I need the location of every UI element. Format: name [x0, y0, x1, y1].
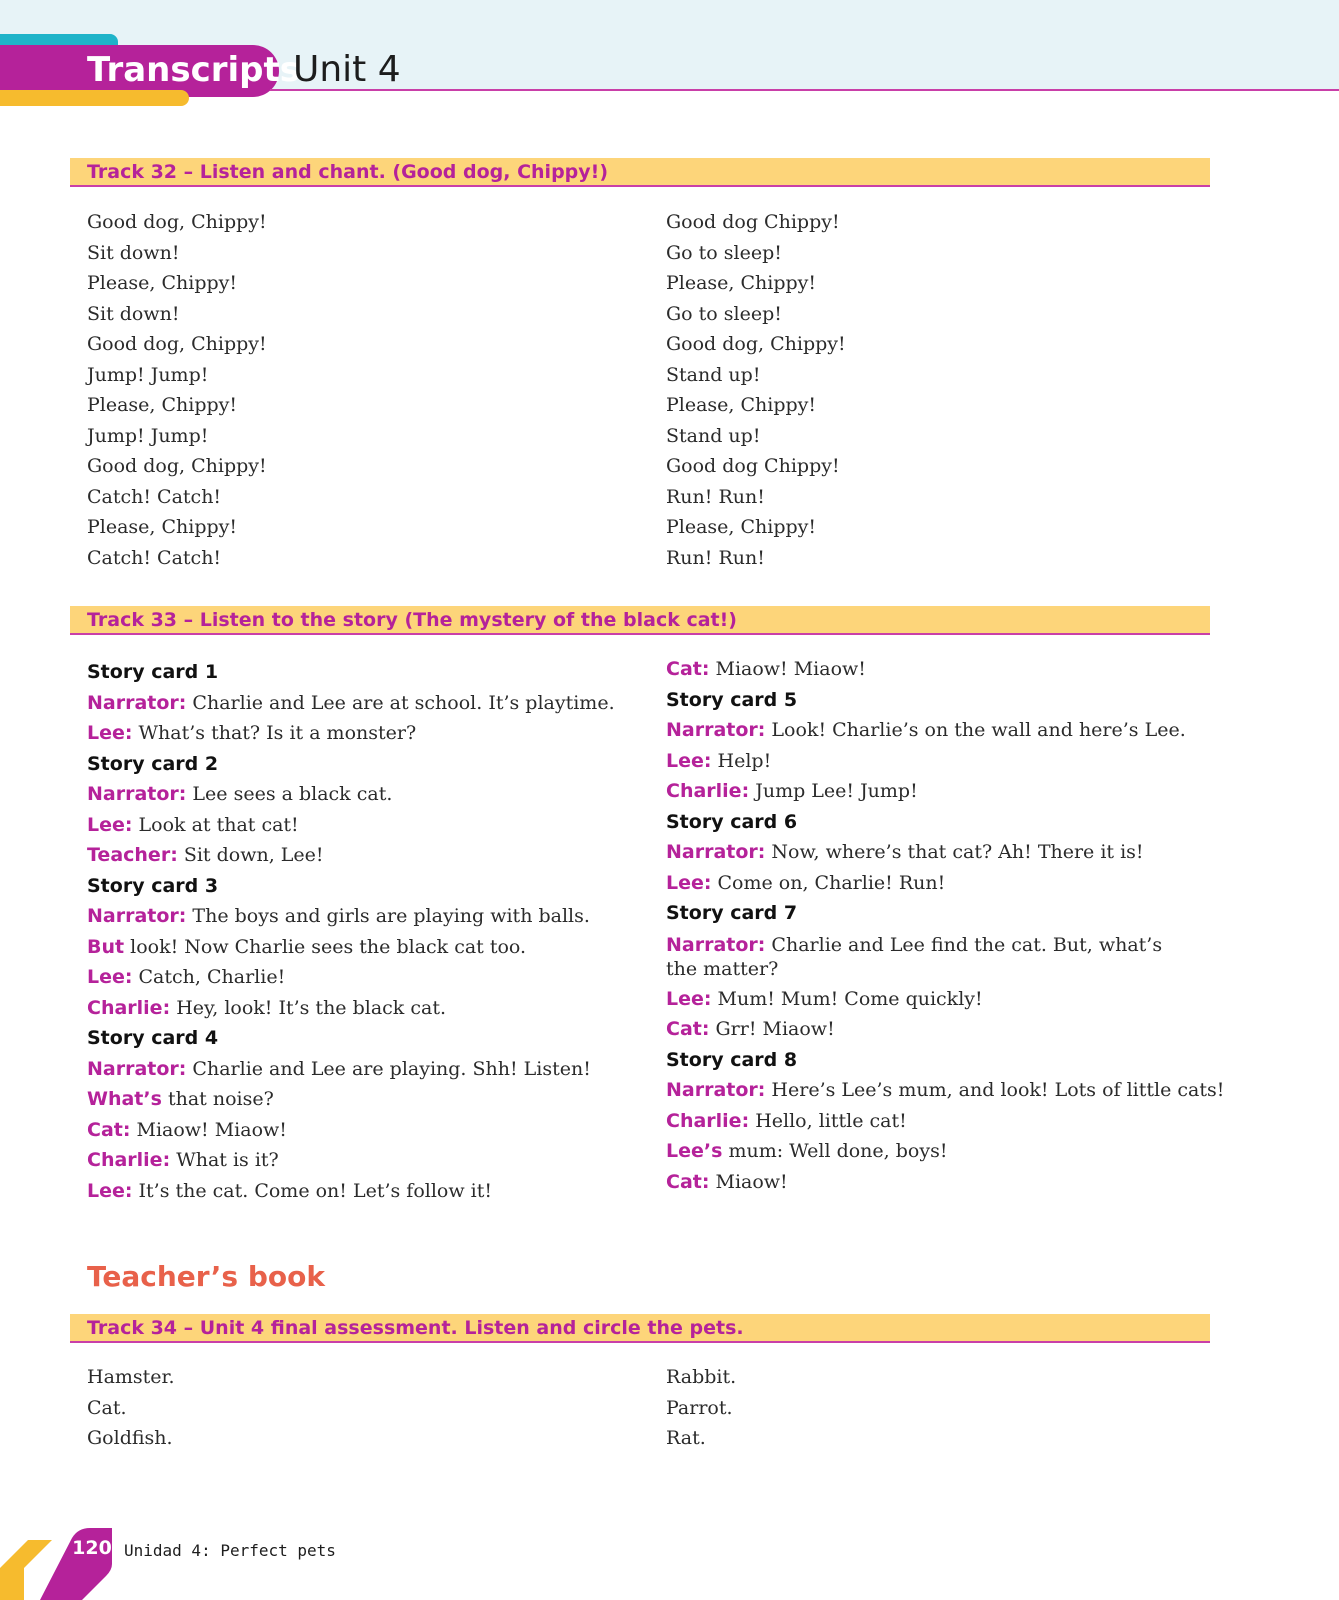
track-34-heading — [70, 1314, 1210, 1343]
dialogue-text: that noise? — [161, 1088, 274, 1110]
dialogue-text: Help! — [711, 749, 772, 772]
speaker-label: Teacher: — [87, 844, 178, 866]
dialogue-line — [666, 1167, 1224, 1198]
page-badge — [0, 1520, 120, 1600]
header-rule — [270, 89, 1339, 91]
dialogue-line — [666, 837, 1224, 868]
dialogue-line — [666, 929, 1169, 984]
speaker-label: Cat: — [666, 1170, 710, 1193]
track-32-title: Track 32 – Listen and chant. (Good dog, Chippy!) — [87, 161, 609, 183]
track-32-right-column — [666, 207, 846, 573]
transcript-line: Rabbit. — [666, 1366, 737, 1388]
transcript-line: Sit down! — [87, 241, 180, 264]
speaker-label: But — [87, 935, 125, 958]
dialogue-text: Miaow! — [709, 1170, 788, 1193]
dialogue-text: Hey, look! It’s the black cat. — [170, 996, 446, 1019]
transcript-line: Good dog Chippy! — [666, 455, 840, 477]
transcript-line: Good dog, Chippy! — [87, 333, 267, 355]
transcript-line: Please, Chippy! — [87, 516, 238, 538]
dialogue-line — [87, 1176, 615, 1207]
transcript-line: Jump! Jump! — [87, 424, 209, 447]
dialogue-line — [666, 715, 1224, 746]
transcript-line: Run! Run! — [666, 485, 765, 508]
dialogue-text: Miaow! Miaow! — [709, 658, 866, 680]
transcript-line: Go to sleep! — [666, 302, 782, 325]
story-card-heading: Story card 5 — [666, 688, 798, 711]
dialogue-line — [666, 746, 1224, 777]
track-34-title: Track 34 – Unit 4 final assessment. Listen and circle the pets. — [87, 1317, 744, 1339]
transcript-line: Stand up! — [666, 363, 761, 386]
dialogue-line — [87, 810, 615, 841]
dialogue-line — [666, 1136, 1224, 1167]
speaker-label: Charlie: — [87, 1149, 171, 1171]
dialogue-line — [87, 779, 615, 810]
story-card-heading: Story card 8 — [666, 1048, 798, 1071]
dialogue-text: Mum! Mum! Come quickly! — [711, 987, 983, 1010]
dialogue-text: look! Now Charlie sees the black cat too. — [124, 935, 527, 958]
page-title: Transcripts — [87, 50, 301, 90]
track-33-title: Track 33 – Listen to the story (The mystery of the black cat!) — [87, 609, 737, 631]
track-32-heading — [70, 158, 1210, 187]
speaker-label: Narrator: — [666, 841, 766, 863]
dialogue-line — [666, 1075, 1224, 1106]
speaker-label: Cat: — [666, 1018, 710, 1040]
transcript-line: Good dog, Chippy! — [666, 333, 846, 355]
dialogue-text: Miaow! Miaow! — [130, 1118, 287, 1141]
transcript-line: Catch! Catch! — [87, 485, 222, 508]
speaker-label: Lee: — [87, 722, 133, 744]
story-card-heading: Story card 3 — [87, 874, 219, 897]
transcript-line: Please, Chippy! — [666, 516, 817, 538]
speaker-label: What’s — [87, 1088, 162, 1110]
unit-label: Unit 4 — [293, 49, 401, 90]
dialogue-text: Lee sees a black cat. — [186, 783, 393, 805]
dialogue-line — [666, 1014, 1224, 1045]
dialogue-text: Grr! Miaow! — [709, 1018, 835, 1040]
speaker-label: Lee: — [87, 966, 133, 988]
dialogue-text: Sit down, Lee! — [177, 844, 324, 866]
transcript-line: Go to sleep! — [666, 241, 782, 264]
dialogue-text: What’s that? Is it a monster? — [132, 722, 417, 744]
dialogue-line — [87, 1054, 615, 1085]
transcript-line: Please, Chippy! — [87, 394, 238, 416]
dialogue-text: Come on, Charlie! Run! — [711, 871, 946, 894]
speaker-label: Narrator: — [87, 905, 187, 927]
story-card-heading: Story card 7 — [666, 902, 798, 924]
transcript-line: Please, Chippy! — [666, 272, 817, 294]
track-32-left-column — [87, 207, 267, 573]
transcript-line: Parrot. — [666, 1396, 733, 1419]
speaker-label: Narrator: — [666, 933, 766, 956]
dialogue-line — [87, 1145, 615, 1176]
speaker-label: Charlie: — [87, 996, 171, 1019]
speaker-label: Cat: — [666, 658, 710, 680]
speaker-label: Lee: — [666, 871, 712, 894]
transcript-line: Good dog, Chippy! — [87, 455, 267, 477]
dialogue-line — [87, 718, 615, 749]
footer-text: Unidad 4: Perfect pets — [124, 1541, 336, 1560]
track-34-left-column — [87, 1362, 175, 1454]
dialogue-text: mum: Well done, boys! — [722, 1140, 948, 1162]
transcript-line: Hamster. — [87, 1366, 175, 1388]
dialogue-text: Jump Lee! Jump! — [749, 780, 918, 802]
story-card-heading: Story card 6 — [666, 810, 798, 833]
dialogue-text: It’s the cat. Come on! Let’s follow it! — [132, 1179, 492, 1202]
dialogue-line — [87, 962, 615, 993]
track-33-right-column — [666, 654, 1224, 1197]
story-card-heading: Story card 4 — [87, 1027, 219, 1049]
dialogue-line — [87, 901, 615, 932]
speaker-label: Narrator: — [666, 1079, 766, 1101]
dialogue-text: Here’s Lee’s mum, and look! Lots of little cats! — [765, 1079, 1225, 1101]
dialogue-text: Hello, little cat! — [749, 1109, 907, 1132]
dialogue-text: What is it? — [170, 1149, 279, 1171]
dialogue-line — [87, 1084, 615, 1115]
dialogue-text: Look at that cat! — [132, 813, 299, 836]
dialogue-text: Look! Charlie’s on the wall and here’s Lee. — [765, 719, 1186, 741]
speaker-label: Charlie: — [666, 1109, 750, 1132]
page-number: 120 — [72, 1537, 112, 1559]
dialogue-text: Charlie and Lee find the cat. But, what’s the matter? — [666, 933, 1169, 980]
dialogue-text: Catch, Charlie! — [132, 966, 286, 988]
transcript-line: Run! Run! — [666, 546, 765, 569]
dialogue-line — [666, 1106, 1224, 1137]
dialogue-line — [666, 654, 1224, 685]
speaker-label: Narrator: — [87, 691, 187, 714]
transcript-line: Catch! Catch! — [87, 546, 222, 569]
dialogue-line — [87, 840, 615, 871]
speaker-label: Cat: — [87, 1118, 131, 1141]
transcript-line: Jump! Jump! — [87, 363, 209, 386]
speaker-label: Lee’s — [666, 1140, 723, 1162]
dialogue-line — [87, 932, 615, 963]
transcript-line: Sit down! — [87, 302, 180, 325]
track-34-right-column — [666, 1362, 736, 1454]
transcript-line: Good dog Chippy! — [666, 211, 840, 233]
transcript-line: Please, Chippy! — [666, 394, 817, 416]
dialogue-text: Charlie and Lee are playing. Shh! Listen! — [186, 1057, 591, 1080]
speaker-label: Lee: — [87, 813, 133, 836]
transcript-line: Stand up! — [666, 424, 761, 447]
speaker-label: Narrator: — [87, 783, 187, 805]
transcript-line: Goldfish. — [87, 1427, 173, 1449]
transcript-line: Rat. — [666, 1427, 706, 1449]
speaker-label: Lee: — [666, 987, 712, 1010]
dialogue-line — [666, 984, 1224, 1015]
track-33-left-column — [87, 657, 615, 1206]
dialogue-text: Charlie and Lee are at school. It’s playtime. — [186, 691, 615, 714]
speaker-label: Charlie: — [666, 780, 750, 802]
speaker-label: Narrator: — [666, 719, 766, 741]
speaker-label: Lee: — [666, 749, 712, 772]
speaker-label: Lee: — [87, 1179, 133, 1202]
track-33-heading — [70, 606, 1210, 635]
dialogue-line — [666, 868, 1224, 899]
dialogue-text: The boys and girls are playing with balls. — [186, 905, 590, 927]
speaker-label: Narrator: — [87, 1057, 187, 1080]
transcript-line: Good dog, Chippy! — [87, 211, 267, 233]
dialogue-line — [87, 688, 615, 719]
story-card-heading: Story card 2 — [87, 752, 219, 775]
dialogue-line — [666, 776, 1224, 807]
dialogue-line — [87, 993, 615, 1024]
transcript-line: Cat. — [87, 1396, 127, 1419]
story-card-heading: Story card 1 — [87, 661, 219, 683]
dialogue-text: Now, where’s that cat? Ah! There it is! — [765, 841, 1144, 863]
section-heading: Teacher’s book — [87, 1260, 325, 1293]
dialogue-line — [87, 1115, 615, 1146]
transcript-line: Please, Chippy! — [87, 272, 238, 294]
